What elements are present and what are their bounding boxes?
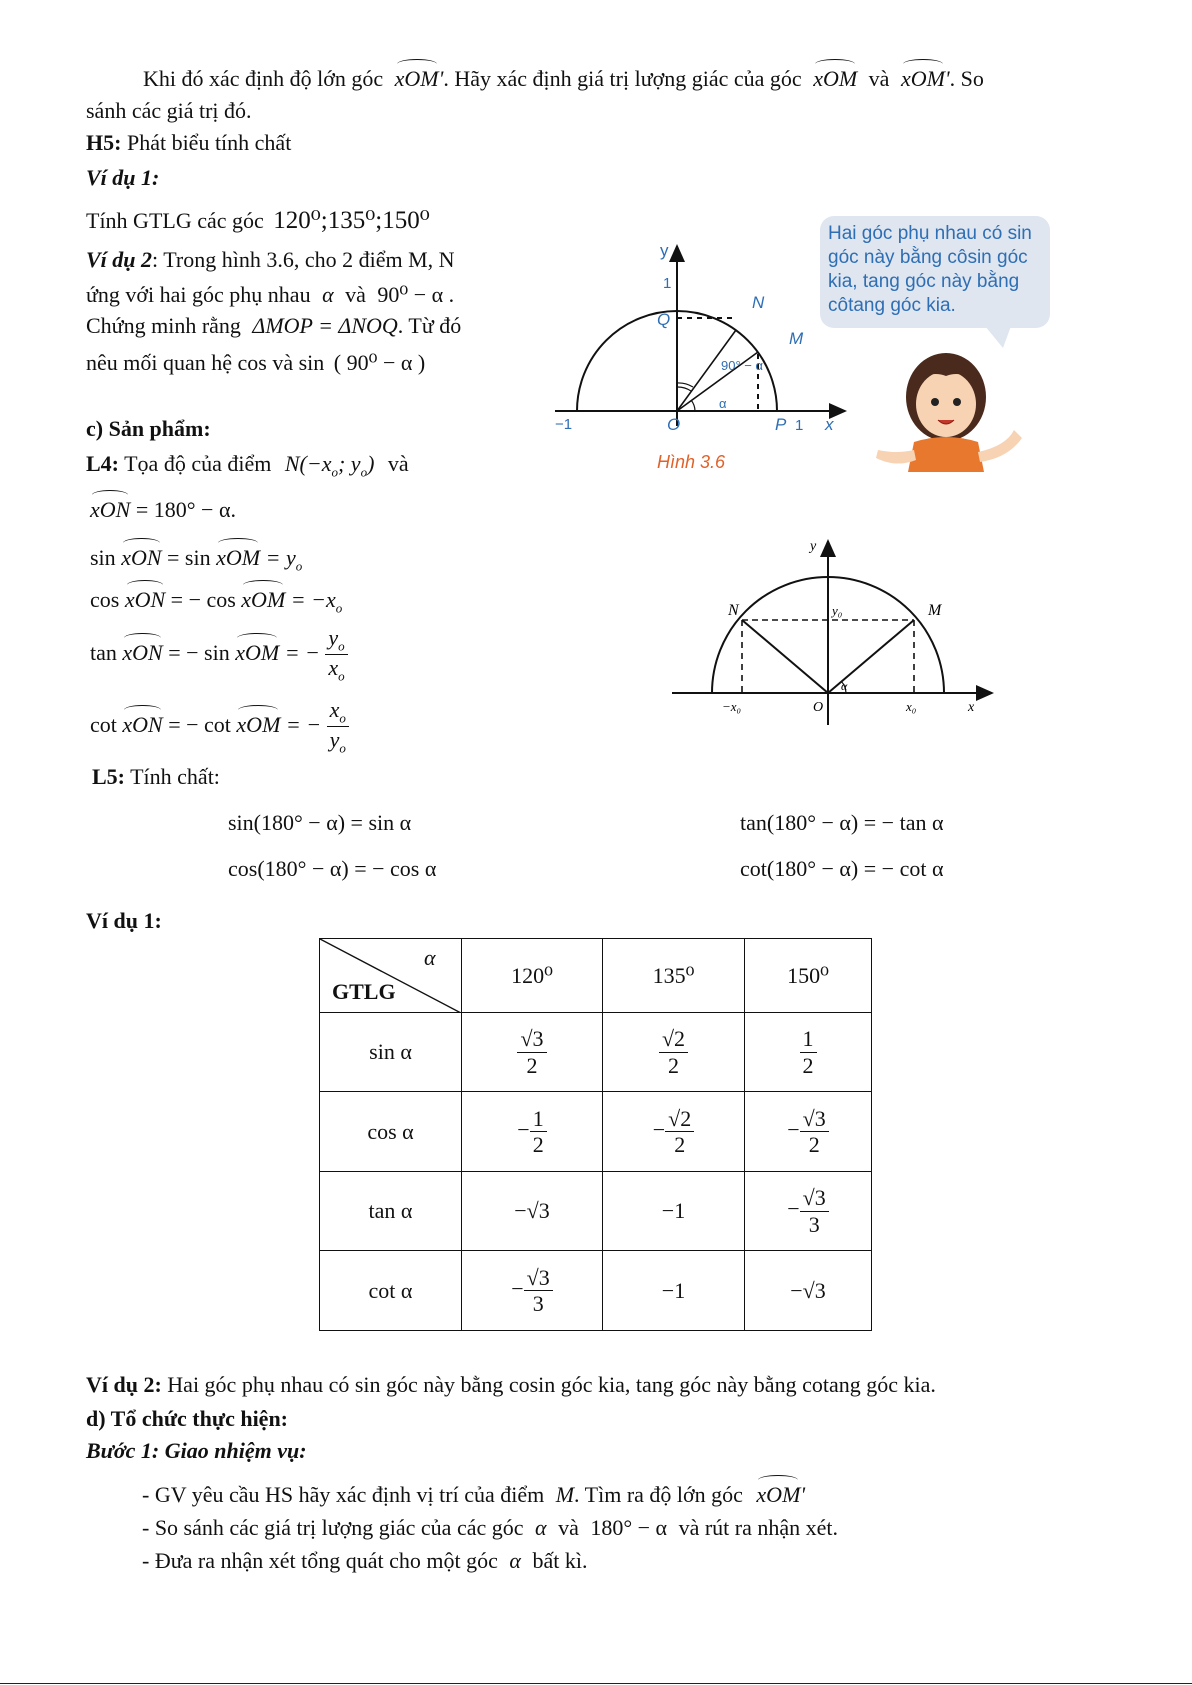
cell-num: √3 bbox=[800, 1106, 829, 1132]
l5-text: Tính chất: bbox=[130, 764, 220, 789]
cell-den: 2 bbox=[667, 1052, 679, 1078]
sub-o: o bbox=[331, 464, 338, 480]
cell-num: √3 bbox=[524, 1265, 553, 1291]
table-row bbox=[320, 1013, 872, 1092]
frac-den: y bbox=[329, 727, 340, 753]
cell-fraction bbox=[800, 1185, 829, 1237]
eq-tan bbox=[90, 625, 348, 685]
header-120: 120⁰ bbox=[462, 939, 603, 1013]
vidu2-text-2b: và bbox=[345, 282, 366, 307]
table-cell bbox=[745, 1172, 872, 1251]
table-cell bbox=[603, 1092, 745, 1172]
page-bottom-rule bbox=[0, 1683, 1192, 1684]
label-yo: y₀ bbox=[832, 603, 843, 618]
label-xo: x₀ bbox=[906, 699, 917, 714]
sub-o: o bbox=[335, 600, 343, 616]
l5-label: L5: bbox=[92, 764, 125, 789]
cell-sign: − bbox=[511, 1275, 524, 1301]
cell-den: 2 bbox=[674, 1132, 686, 1157]
h5-text: Phát biểu tính chất bbox=[126, 130, 292, 155]
vidu2-text-2c: 90⁰ − α . bbox=[377, 282, 455, 307]
cell-sign: − bbox=[787, 1116, 800, 1142]
figure-caption: Hình 3.6 bbox=[657, 452, 726, 472]
label-one-x: 1 bbox=[795, 417, 804, 434]
vidu2-text-4: nêu mối quan hệ cos và sin bbox=[86, 350, 325, 375]
l4-line bbox=[86, 451, 409, 480]
sub-o: o bbox=[338, 638, 345, 654]
intro-text-c: . So bbox=[949, 66, 984, 91]
fn-cos: cos bbox=[90, 587, 120, 612]
cell-den: 2 bbox=[802, 1052, 814, 1078]
formula-sin: sin(180° − α) = sin α bbox=[228, 810, 412, 835]
label-n: N bbox=[728, 602, 739, 619]
task-1-angle bbox=[756, 1482, 805, 1507]
label-q: Q bbox=[657, 310, 671, 329]
table-row bbox=[320, 1172, 872, 1251]
cell-fraction bbox=[659, 1026, 688, 1078]
vidu1-heading: Ví dụ 1: bbox=[86, 165, 160, 190]
l4-and: và bbox=[387, 451, 409, 476]
eq-sin-rhs: = y bbox=[260, 545, 296, 570]
frac-num: y bbox=[328, 625, 339, 650]
alpha-symbol: α bbox=[322, 282, 334, 307]
fn-sin: sin bbox=[90, 545, 116, 570]
table-cell: −1 bbox=[603, 1172, 745, 1251]
angle-xom: xOM bbox=[235, 639, 280, 665]
vidu2-text-3b: . Từ đó bbox=[397, 313, 462, 338]
row-label: sin α bbox=[320, 1013, 462, 1092]
l4-label: L4: bbox=[86, 451, 119, 476]
fraction-yo-xo bbox=[325, 625, 347, 685]
table-cell bbox=[603, 1013, 745, 1092]
angle-xom-prime-2 bbox=[901, 66, 950, 91]
cell-fraction bbox=[524, 1265, 553, 1317]
table-corner bbox=[320, 939, 462, 1013]
table-cell bbox=[745, 1013, 872, 1092]
vidu2-label: Ví dụ 2 bbox=[86, 247, 153, 272]
header-135: 135⁰ bbox=[603, 939, 745, 1013]
eq-tan-rhs: = − bbox=[279, 639, 320, 665]
label-x: x bbox=[968, 700, 975, 715]
cell-num: 1 bbox=[530, 1106, 547, 1132]
task-1 bbox=[142, 1482, 805, 1508]
h5-line bbox=[86, 130, 291, 156]
vidu2-answer bbox=[86, 1372, 936, 1398]
student-illustration bbox=[866, 342, 1026, 472]
segment-on bbox=[742, 620, 828, 693]
eq-tan-mid: = − sin bbox=[162, 639, 236, 665]
table-cell bbox=[745, 1092, 872, 1172]
task-2-d: và rút ra nhận xét. bbox=[678, 1515, 839, 1540]
product-heading: c) Sản phẩm: bbox=[86, 416, 211, 441]
intro-line-2: sánh các giá trị đó. bbox=[86, 98, 252, 123]
angle-xom: xOM bbox=[216, 545, 261, 570]
label-p: P bbox=[775, 415, 787, 434]
task-1-a: - GV yêu cầu HS hãy xác định vị trí của điểm bbox=[142, 1482, 545, 1507]
table-cell: −√3 bbox=[462, 1172, 603, 1251]
label-alpha: α bbox=[719, 396, 727, 411]
task-2-b: và bbox=[558, 1515, 579, 1540]
label-m: M bbox=[789, 329, 804, 348]
eq-sin bbox=[90, 545, 302, 574]
complement-arc bbox=[677, 387, 691, 391]
formula-tan: tan(180° − α) = − tan α bbox=[740, 810, 944, 835]
cell-den: 3 bbox=[808, 1211, 820, 1237]
label-complement-angle: 90° − α bbox=[721, 358, 763, 373]
header-150: 150⁰ bbox=[745, 939, 872, 1013]
eq-cot-rhs: = − bbox=[280, 711, 322, 737]
table-row bbox=[320, 1251, 872, 1331]
complement-arc-2 bbox=[677, 383, 693, 387]
figure-symmetric-points bbox=[670, 535, 1000, 730]
cell-sign: − bbox=[517, 1116, 530, 1142]
angle-xon: xON bbox=[122, 711, 163, 737]
label-minus-one: −1 bbox=[555, 416, 573, 433]
speech-bubble: Hai góc phụ nhau có sin góc này bằng côsin góc kia, tang góc này bằng côtang góc kia. bbox=[820, 216, 1050, 328]
eq-cos bbox=[90, 587, 342, 616]
fn-cot: cot bbox=[90, 711, 117, 737]
angle-xon: xON bbox=[122, 639, 163, 665]
label-minus-xo: −x₀ bbox=[722, 699, 742, 714]
sub-o: o bbox=[360, 464, 368, 480]
task-3-a: - Đưa ra nhận xét tổng quát cho một góc bbox=[142, 1548, 498, 1573]
cell-fraction bbox=[665, 1106, 694, 1158]
sub-o: o bbox=[338, 668, 345, 684]
prime-mark-2: ' bbox=[944, 66, 950, 91]
intro-line-1 bbox=[143, 66, 984, 92]
table-cell bbox=[462, 1013, 603, 1092]
fn-tan: tan bbox=[90, 639, 117, 665]
vidu2-answer-text: Hai góc phụ nhau có sin góc này bằng cosin góc kia, tang góc này bằng cotang góc kia. bbox=[167, 1372, 936, 1397]
cell-fraction bbox=[800, 1026, 817, 1078]
frac-den: x bbox=[328, 655, 339, 681]
angle-xom: xOM bbox=[241, 587, 286, 612]
task-2 bbox=[142, 1515, 838, 1541]
table-cell bbox=[462, 1092, 603, 1172]
label-one-y: 1 bbox=[663, 275, 672, 292]
alpha-symbol: α bbox=[535, 1515, 547, 1540]
angle-xon: xON bbox=[124, 587, 166, 612]
eq-xon-angle: xON bbox=[90, 497, 131, 522]
figure-3-6 bbox=[545, 236, 865, 476]
vidu1-task-text: Tính GTLG các góc bbox=[86, 208, 264, 233]
cell-den: 2 bbox=[532, 1132, 544, 1157]
cell-num: √3 bbox=[800, 1185, 829, 1211]
vidu1-task-angles: 120⁰;135⁰;150⁰ bbox=[273, 207, 430, 234]
fraction-xo-yo bbox=[327, 697, 349, 757]
point-n bbox=[284, 451, 375, 480]
eq-xon-rhs: = 180° − α. bbox=[130, 497, 236, 522]
eq-sin-mid: = sin bbox=[161, 545, 217, 570]
eq-xon bbox=[90, 497, 236, 523]
point-n-c: ) bbox=[367, 451, 375, 476]
frac-num: x bbox=[329, 697, 340, 722]
vidu2-text-3a: Chứng minh rằng bbox=[86, 313, 241, 338]
angle-xon: xON bbox=[121, 545, 162, 570]
label-o: O bbox=[667, 415, 681, 434]
prime-mark: ' bbox=[800, 1482, 806, 1507]
sub-o: o bbox=[295, 558, 303, 574]
eq-cos-mid: = − cos bbox=[165, 587, 242, 612]
cell-den: 2 bbox=[526, 1052, 538, 1078]
table-row bbox=[320, 1092, 872, 1172]
vidu2-text-2a: ứng với hai góc phụ nhau bbox=[86, 282, 311, 307]
label-alpha: α bbox=[841, 679, 848, 693]
cell-num: √3 bbox=[517, 1026, 546, 1052]
corner-gtlg: GTLG bbox=[332, 979, 396, 1004]
eq-cos-rhs: = −x bbox=[285, 587, 336, 612]
intro-text-a: Khi đó xác định độ lớn góc bbox=[143, 66, 384, 91]
intro-text-b: . Hãy xác định giá trị lượng giác của góc bbox=[443, 66, 802, 91]
table-cell bbox=[462, 1251, 603, 1331]
cell-num: √2 bbox=[659, 1026, 688, 1052]
trig-value-table bbox=[319, 938, 872, 1331]
prime-mark: ' bbox=[438, 66, 444, 91]
cell-den: 3 bbox=[532, 1291, 544, 1316]
task-3-b: bất kì. bbox=[532, 1548, 588, 1573]
cell-num: √2 bbox=[665, 1106, 694, 1132]
task-1-b: . Tìm ra độ lớn góc bbox=[574, 1482, 743, 1507]
eq-cot-mid: = − cot bbox=[162, 711, 237, 737]
l5-line bbox=[92, 764, 220, 790]
vidu1-table-heading: Ví dụ 1: bbox=[86, 908, 162, 933]
vidu2-text-1: : Trong hình 3.6, cho 2 điểm M, N bbox=[152, 247, 455, 272]
alpha-arc bbox=[691, 400, 695, 411]
triangle-congruence: ΔMOP = ΔNOQ bbox=[252, 313, 398, 338]
vidu2-line-2 bbox=[86, 282, 454, 308]
vidu1-task bbox=[86, 205, 430, 235]
task-2-a: - So sánh các giá trị lượng giác của các góc bbox=[142, 1515, 524, 1540]
vidu2-math-4: ( 90⁰ − α ) bbox=[333, 350, 426, 375]
angle-xom-arc: xOM bbox=[813, 66, 858, 91]
row-label: cot α bbox=[320, 1251, 462, 1331]
sub-o: o bbox=[339, 740, 346, 756]
cell-fraction bbox=[530, 1106, 547, 1158]
label-x: x bbox=[825, 415, 834, 434]
formula-cot: cot(180° − α) = − cot α bbox=[740, 856, 944, 881]
vidu2-line-1 bbox=[86, 247, 455, 273]
step1-heading: Bước 1: Giao nhiệm vụ: bbox=[86, 1438, 307, 1463]
angle-xom-prime-2-arc: xOM bbox=[900, 66, 945, 91]
label-m: M bbox=[928, 602, 942, 619]
task-2-c: 180° − α bbox=[590, 1515, 668, 1540]
angle-xom: xOM bbox=[236, 711, 281, 737]
cell-den: 2 bbox=[808, 1132, 820, 1157]
label-y: y bbox=[660, 241, 669, 260]
corner-alpha: α bbox=[424, 945, 436, 970]
cell-fraction bbox=[800, 1106, 829, 1158]
formula-cos: cos(180° − α) = − cos α bbox=[228, 856, 437, 881]
d-heading: d) Tổ chức thực hiện: bbox=[86, 1406, 289, 1431]
h5-label: H5: bbox=[86, 130, 122, 155]
alpha-symbol: α bbox=[509, 1548, 521, 1573]
vidu2-answer-label: Ví dụ 2: bbox=[86, 1372, 162, 1397]
point-m: M bbox=[555, 1482, 575, 1507]
label-o: O bbox=[813, 700, 824, 715]
vidu2-line-3 bbox=[86, 313, 461, 339]
sub-o: o bbox=[339, 710, 346, 726]
l4-text: Tọa độ của điểm bbox=[124, 451, 272, 476]
angle-xom-prime bbox=[395, 66, 444, 91]
task-1-angle-arc: xOM bbox=[756, 1482, 801, 1507]
table-cell: −√3 bbox=[745, 1251, 872, 1331]
label-y: y bbox=[810, 539, 817, 554]
row-label: tan α bbox=[320, 1172, 462, 1251]
intro-and: và bbox=[868, 66, 890, 91]
angle-xom-prime-arc: xOM bbox=[394, 66, 439, 91]
row-label: cos α bbox=[320, 1092, 462, 1172]
table-cell: −1 bbox=[603, 1251, 745, 1331]
cell-sign: − bbox=[787, 1196, 800, 1222]
vidu2-line-4 bbox=[86, 350, 425, 376]
eq-cot bbox=[90, 697, 349, 757]
cell-fraction bbox=[517, 1026, 546, 1078]
point-n-b: ; y bbox=[337, 451, 361, 476]
cell-sign: − bbox=[652, 1116, 666, 1142]
cell-num: 1 bbox=[800, 1026, 817, 1052]
point-n-a: N(−x bbox=[284, 451, 332, 476]
angle-xom bbox=[813, 66, 857, 91]
task-3 bbox=[142, 1548, 587, 1574]
label-n: N bbox=[752, 293, 765, 312]
